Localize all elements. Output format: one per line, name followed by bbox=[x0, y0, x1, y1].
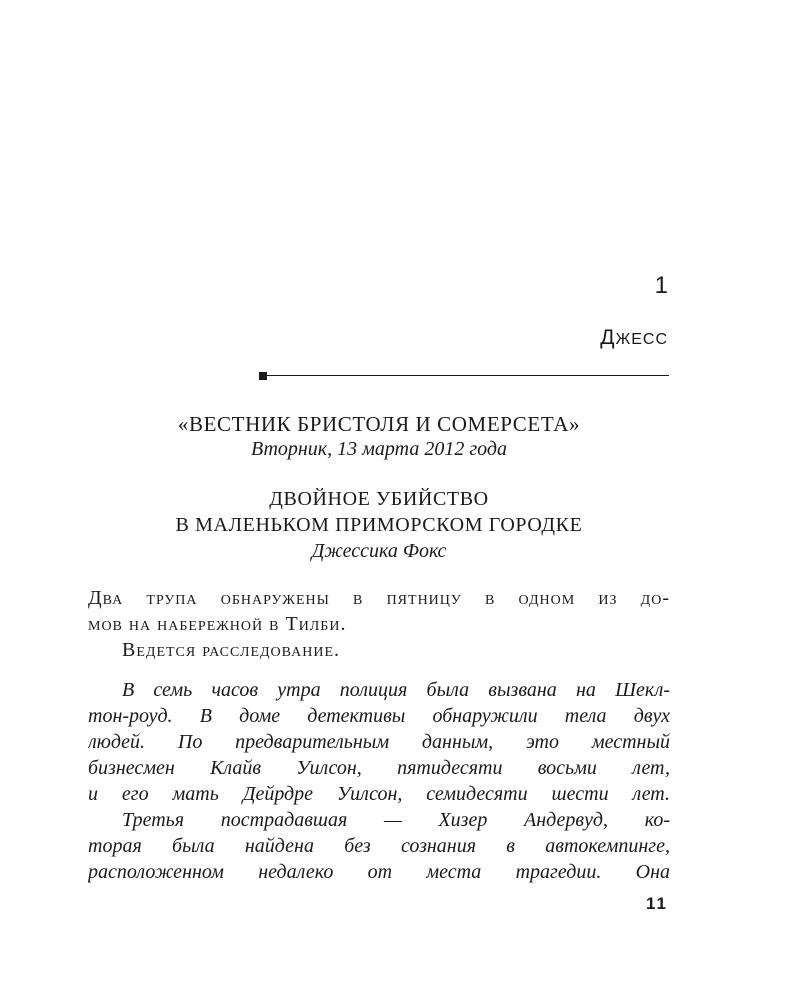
body-line: бизнесмен Клайв Уилсон, пятидесяти восьми лет, bbox=[88, 757, 670, 779]
body-line: расположенном недалеко от места трагедии. Она bbox=[88, 861, 670, 883]
body-line: В семь часов утра полиция была вызвана на Шекл- bbox=[122, 679, 670, 701]
rule-square-ornament bbox=[259, 372, 267, 380]
body-line: и его мать Дейрдре Уилсон, семидесяти шести лет. bbox=[88, 783, 670, 805]
body-line: Третья пострадавшая — Хизер Андервуд, ко- bbox=[122, 809, 670, 831]
headline-line-2: В МАЛЕНЬКОМ ПРИМОРСКОМ ГОРОДКЕ bbox=[175, 514, 583, 536]
body-line: тон-роуд. В доме детективы обнаружили тела двух bbox=[88, 705, 670, 727]
lead-line: Ведется расследование. bbox=[122, 639, 341, 661]
page-number: 11 bbox=[646, 894, 668, 913]
lead-line: мов на набережной в Тилби. bbox=[88, 613, 347, 635]
chapter-title bbox=[600, 324, 668, 354]
article-date: Вторник, 13 марта 2012 года bbox=[250, 438, 508, 460]
body-line: людей. По предварительным данным, это местный bbox=[88, 731, 670, 753]
newspaper-name: «ВЕСТНИК БРИСТОЛЯ И СОМЕРСЕТА» bbox=[177, 412, 581, 436]
headline-line-1: ДВОЙНОЕ УБИЙСТВО bbox=[269, 488, 489, 510]
chapter-divider-rule bbox=[262, 375, 669, 376]
body-line: торая была найдена без сознания в автокемпинге, bbox=[88, 835, 670, 857]
chapter-title-initial: Д bbox=[600, 326, 616, 349]
chapter-number: 1 bbox=[654, 272, 668, 299]
chapter-title-rest: ЖЕСС bbox=[615, 331, 668, 348]
lead-line: Два трупа обнаружены в пятницу в одном из до- bbox=[88, 587, 670, 609]
article-author: Джессика Фокс bbox=[311, 540, 447, 562]
